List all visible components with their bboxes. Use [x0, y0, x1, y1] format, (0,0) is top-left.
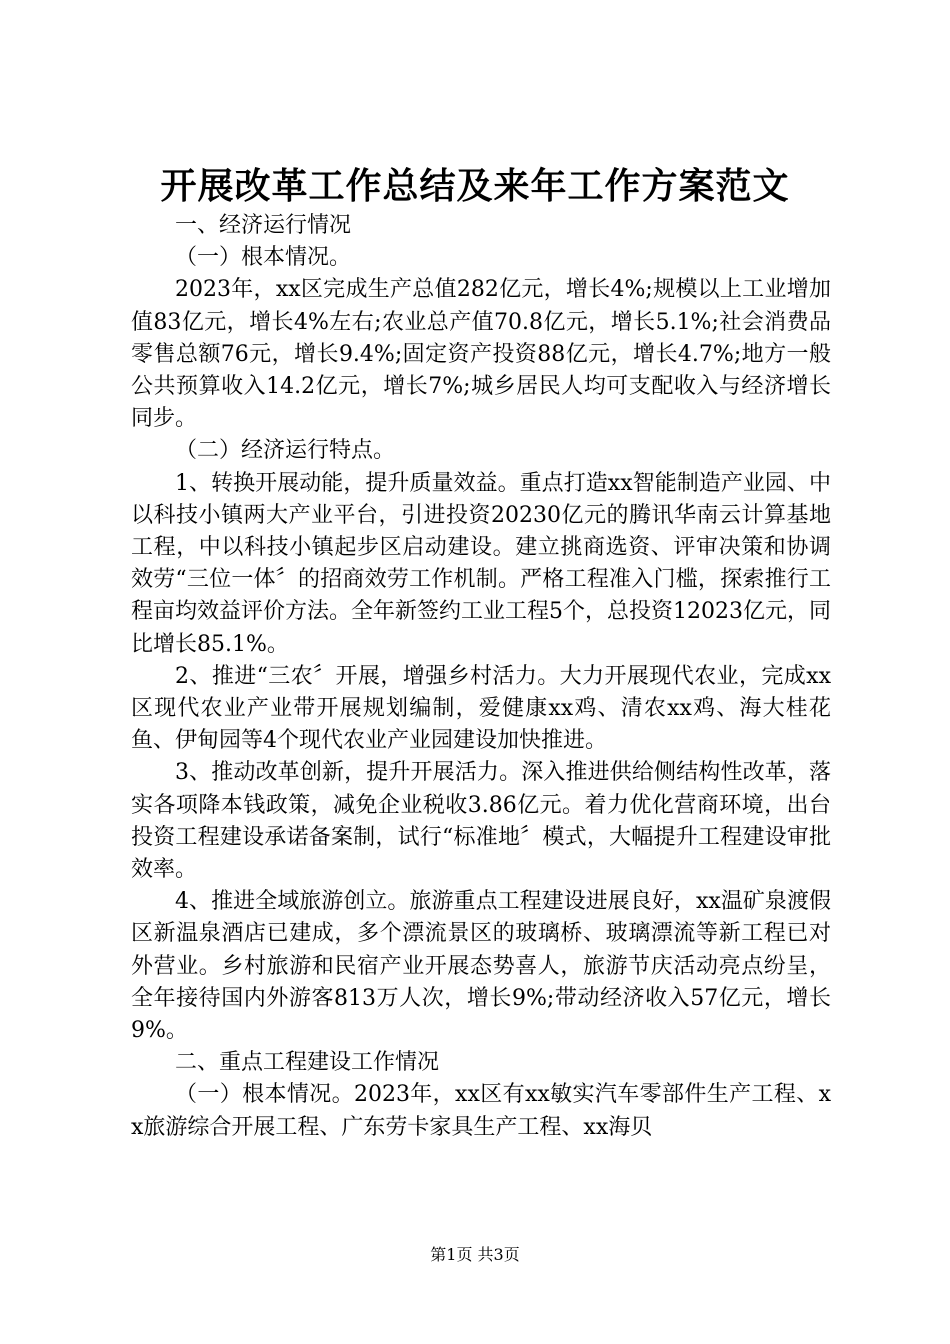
paragraph-feature-2: 2、推进“三农〞开展，增强乡村活力。大力开展现代农业，完成xx区现代农业产业带开展规划编制，爱健康xx鸡、清农xx鸡、海大桂花鱼、伊甸园等4个现代农业产业园建设加快推进。	[131, 663, 831, 754]
section-heading-projects: 二、重点工程建设工作情况	[175, 1050, 440, 1076]
paragraph-feature-3: 3、推动改革创新，提升开展活力。深入推进供给侧结构性改革，落实各项降本钱政策，减免企业税收3.86亿元。着力优化营商环境，出台投资工程建设承诺备案制，试行“标准地〞模式，大幅提升工程建设审批效率。	[131, 760, 831, 883]
paragraph-economic-data: 2023年，xx区完成生产总值282亿元，增长4%;规模以上工业增加值83亿元，增长4%左右;农业总产值70.8亿元，增长5.1%;社会消费品零售总额76元，增长9.4%;固定资产投资88亿元，增长4.7%;地方一般公共预算收入14.2亿元，增长7%;城乡居民人均可支配收入与经济增长同步。	[131, 277, 831, 432]
document-title: 开展改革工作总结及来年工作方案范文	[160, 165, 790, 207]
subsection-economic-features: （二）经济运行特点。	[175, 438, 396, 464]
page-footer: 第1页 共3页	[430, 1245, 520, 1264]
paragraph-feature-4: 4、推进全域旅游创立。旅游重点工程建设进展良好，xx温矿泉渡假区新温泉酒店已建成，多个漂流景区的玻璃桥、玻璃漂流等新工程已对外营业。乡村旅游和民宿产业开展态势喜人，旅游节庆活动亮点纷呈，全年接待国内外游客813万人次，增长9%;带动经济收入57亿元，增长9%。	[131, 889, 831, 1044]
document-body	[131, 210, 831, 1144]
section-heading-economy: 一、经济运行情况	[175, 213, 352, 238]
paragraph-feature-1: 1、转换开展动能，提升质量效益。重点打造xx智能制造产业园、中以科技小镇两大产业平台，引进投资20230亿元的腾讯华南云计算基地工程，中以科技小镇起步区启动建设。建立挑商选资、评审决策和协调效劳“三位一体〞的招商效劳工作机制。严格工程准入门槛，探索推行工程亩均效益评价方法。全年新签约工业工程5个，总投资12023亿元，同比增长85.1%。	[131, 470, 831, 657]
paragraph-projects-basic: （一）根本情况。2023年，xx区有xx敏实汽车零部件生产工程、xx旅游综合开展工程、广东劳卡家具生产工程、xx海贝	[131, 1082, 831, 1140]
subsection-basic-situation: （一）根本情况。	[175, 245, 352, 271]
